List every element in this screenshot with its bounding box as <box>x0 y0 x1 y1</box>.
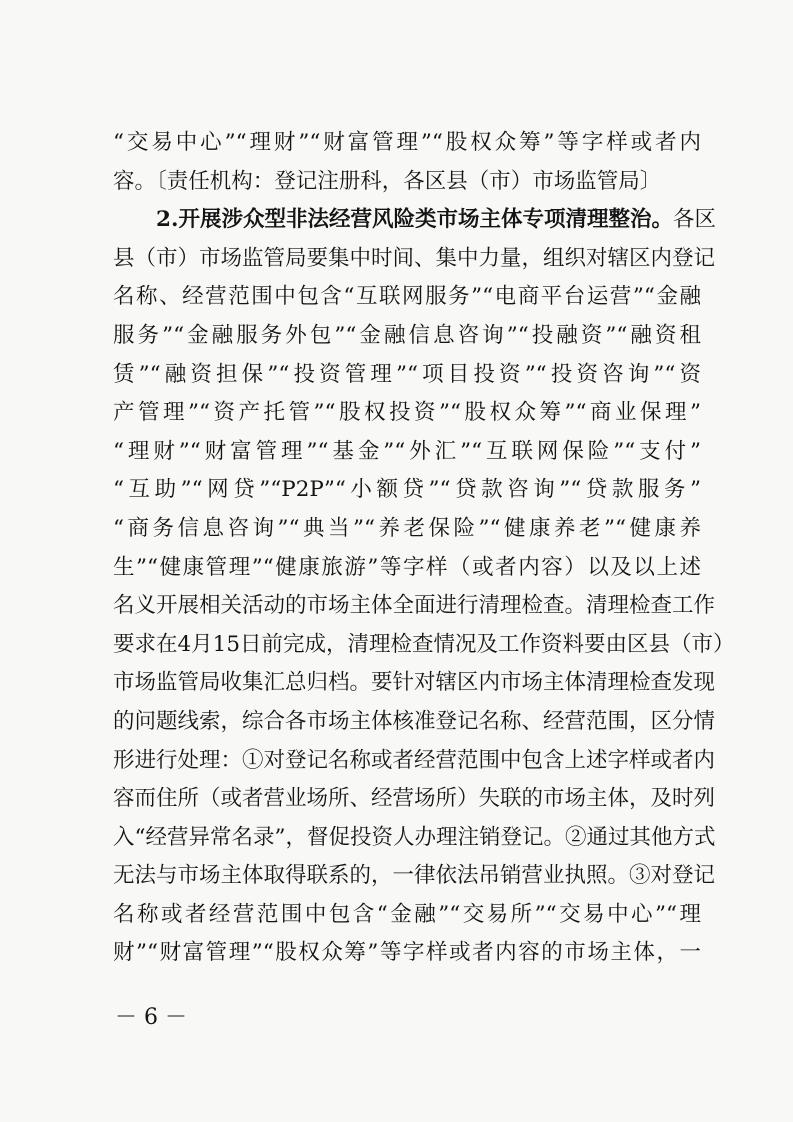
body-line-6 <box>113 317 701 356</box>
body-line-text: 形进行处理：①对登记名称或者经营范围中包含上述字样或者内 <box>113 747 716 773</box>
body-line-text: 市场监管局收集汇总归档。要针对辖区内市场主体清理检查发现 <box>113 670 716 696</box>
body-line-text: 县（市）市场监管局要集中时间、集中力量，组织对辖区内登记 <box>113 245 716 271</box>
body-line-16 <box>113 703 716 742</box>
page-number: － 6 － <box>115 1005 187 1030</box>
body-line-5 <box>113 278 701 317</box>
body-line-text: 财”“财富管理”“股权众筹”等字样或者内容的市场主体，一 <box>113 940 701 966</box>
body-line-text: 要求在4月15日前完成，清理检查情况及工作资料要由区县（市） <box>113 631 735 657</box>
body-line-17 <box>113 742 716 781</box>
body-line-22 <box>113 934 701 973</box>
body-line-8 <box>113 394 701 433</box>
body-line-text: 各区 <box>672 207 716 233</box>
body-line-11 <box>113 510 701 549</box>
body-line-text: “商务信息咨询”“典当”“养老保险”“健康养老”“健康养 <box>113 515 701 541</box>
body-line-text: 名称或者经营范围中包含“金融”“交易所”“交易中心”“理 <box>113 901 701 927</box>
body-line-text: 生”“健康管理”“健康旅游”等字样（或者内容）以及以上述 <box>113 554 701 580</box>
body-line-text: 名义开展相关活动的市场主体全面进行清理检查。清理检查工作 <box>113 593 716 619</box>
body-line-text: 名称、经营范围中包含“互联网服务”“电商平台运营”“金融 <box>113 284 701 310</box>
body-line-text: “互助”“网贷”“P2P”“小额贷”“贷款咨询”“贷款服务” <box>113 477 701 503</box>
section-heading-line <box>113 201 716 240</box>
body-line-text: 入“经营异常名录”，督促投资人办理注销登记。②通过其他方式 <box>113 824 716 850</box>
body-line-1 <box>113 124 701 163</box>
body-line-text: 的问题线索，综合各市场主体核准登记名称、经营范围，区分情 <box>113 708 716 734</box>
body-line-2 <box>113 163 701 202</box>
body-line-7 <box>113 356 701 395</box>
body-line-18 <box>113 780 716 819</box>
body-line-text: “理财”“财富管理”“基金”“外汇”“互联网保险”“支付” <box>113 438 701 464</box>
body-line-15 <box>113 664 716 703</box>
document-body <box>113 124 735 973</box>
body-line-4 <box>113 240 716 279</box>
body-line-21 <box>113 896 701 935</box>
body-line-text: “交易中心”“理财”“财富管理”“股权众筹”等字样或者内 <box>113 130 701 155</box>
body-line-19 <box>113 819 716 858</box>
body-line-14 <box>113 626 735 665</box>
body-line-9 <box>113 433 701 472</box>
body-line-text: 产管理”“资产托管”“股权投资”“股权众筹”“商业保理” <box>113 400 701 426</box>
section-heading: 2.开展涉众型非法经营风险类市场主体专项清理整治。 <box>156 207 673 233</box>
body-line-12 <box>113 549 701 588</box>
body-line-text: 容而住所（或者营业场所、经营场所）失联的市场主体，及时列 <box>113 786 716 812</box>
body-line-text: 容。〔责任机构：登记注册科，各区县（市）市场监管局〕 <box>113 168 662 194</box>
body-line-10 <box>113 471 701 510</box>
body-line-text: 无法与市场主体取得联系的，一律依法吊销营业执照。③对登记 <box>113 863 716 889</box>
body-line-13 <box>113 587 716 626</box>
body-line-20 <box>113 857 716 896</box>
body-line-text: 服务”“金融服务外包”“金融信息咨询”“投融资”“融资租 <box>113 322 701 348</box>
body-line-text: 赁”“融资担保”“投资管理”“项目投资”“投资咨询”“资 <box>113 361 701 387</box>
